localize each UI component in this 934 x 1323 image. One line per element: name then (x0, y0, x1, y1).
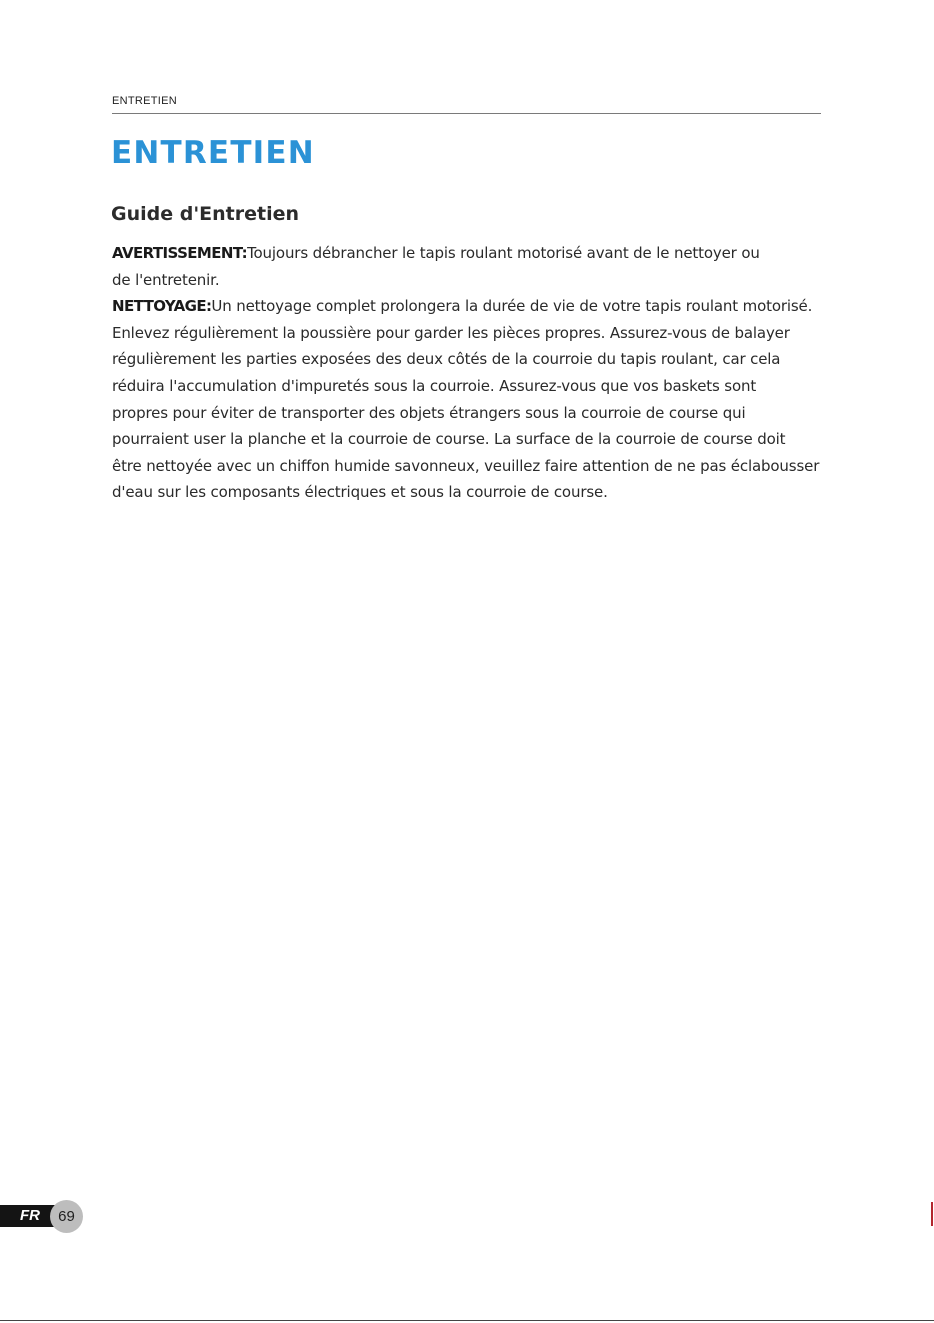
page-title: ENTRETIEN (111, 135, 315, 171)
bottom-divider (0, 1320, 934, 1321)
cleaning-line-4: réduira l'accumulation d'impuretés sous la courroie. Assurez-vous que vos baskets sont (112, 376, 757, 395)
cleaning-line-1 (112, 293, 842, 320)
cleaning-line-2: Enlevez régulièrement la poussière pour garder les pièces propres. Assurez-vous de balayer (112, 323, 790, 342)
warning-line-2: de l'entretenir. (112, 270, 220, 289)
cleaning-line-5: propres pour éviter de transporter des objets étrangers sous la courroie de course qui (112, 403, 746, 422)
cleaning-label: NETTOYAGE: (112, 297, 212, 316)
edge-tab-mark (931, 1202, 933, 1226)
cleaning-line-6: pourraient user la planche et la courroie de course. La surface de la courroie de course doit (112, 430, 786, 449)
maintenance-text (112, 240, 842, 506)
header-divider (112, 113, 821, 114)
language-badge: FR (0, 1205, 56, 1227)
warning-label: AVERTISSEMENT: (112, 244, 248, 262)
running-header: ENTRETIEN (112, 95, 178, 107)
page-number: 69 (50, 1200, 83, 1233)
section-title: Guide d'Entretien (111, 203, 300, 225)
cleaning-line-3: régulièrement les parties exposées des deux côtés de la courroie du tapis roulant, car cela (112, 350, 781, 369)
warning-text: Toujours débrancher le tapis roulant motorisé avant de le nettoyer ou (247, 244, 760, 262)
cleaning-text: Un nettoyage complet prolongera la durée de vie de votre tapis roulant motorisé. (211, 297, 813, 316)
warning-line-1 (112, 240, 842, 267)
cleaning-line-8: d'eau sur les composants électriques et sous la courroie de course. (112, 483, 608, 502)
cleaning-line-7: être nettoyée avec un chiffon humide savonneux, veuillez faire attention de ne pas éclabousser (112, 456, 820, 475)
